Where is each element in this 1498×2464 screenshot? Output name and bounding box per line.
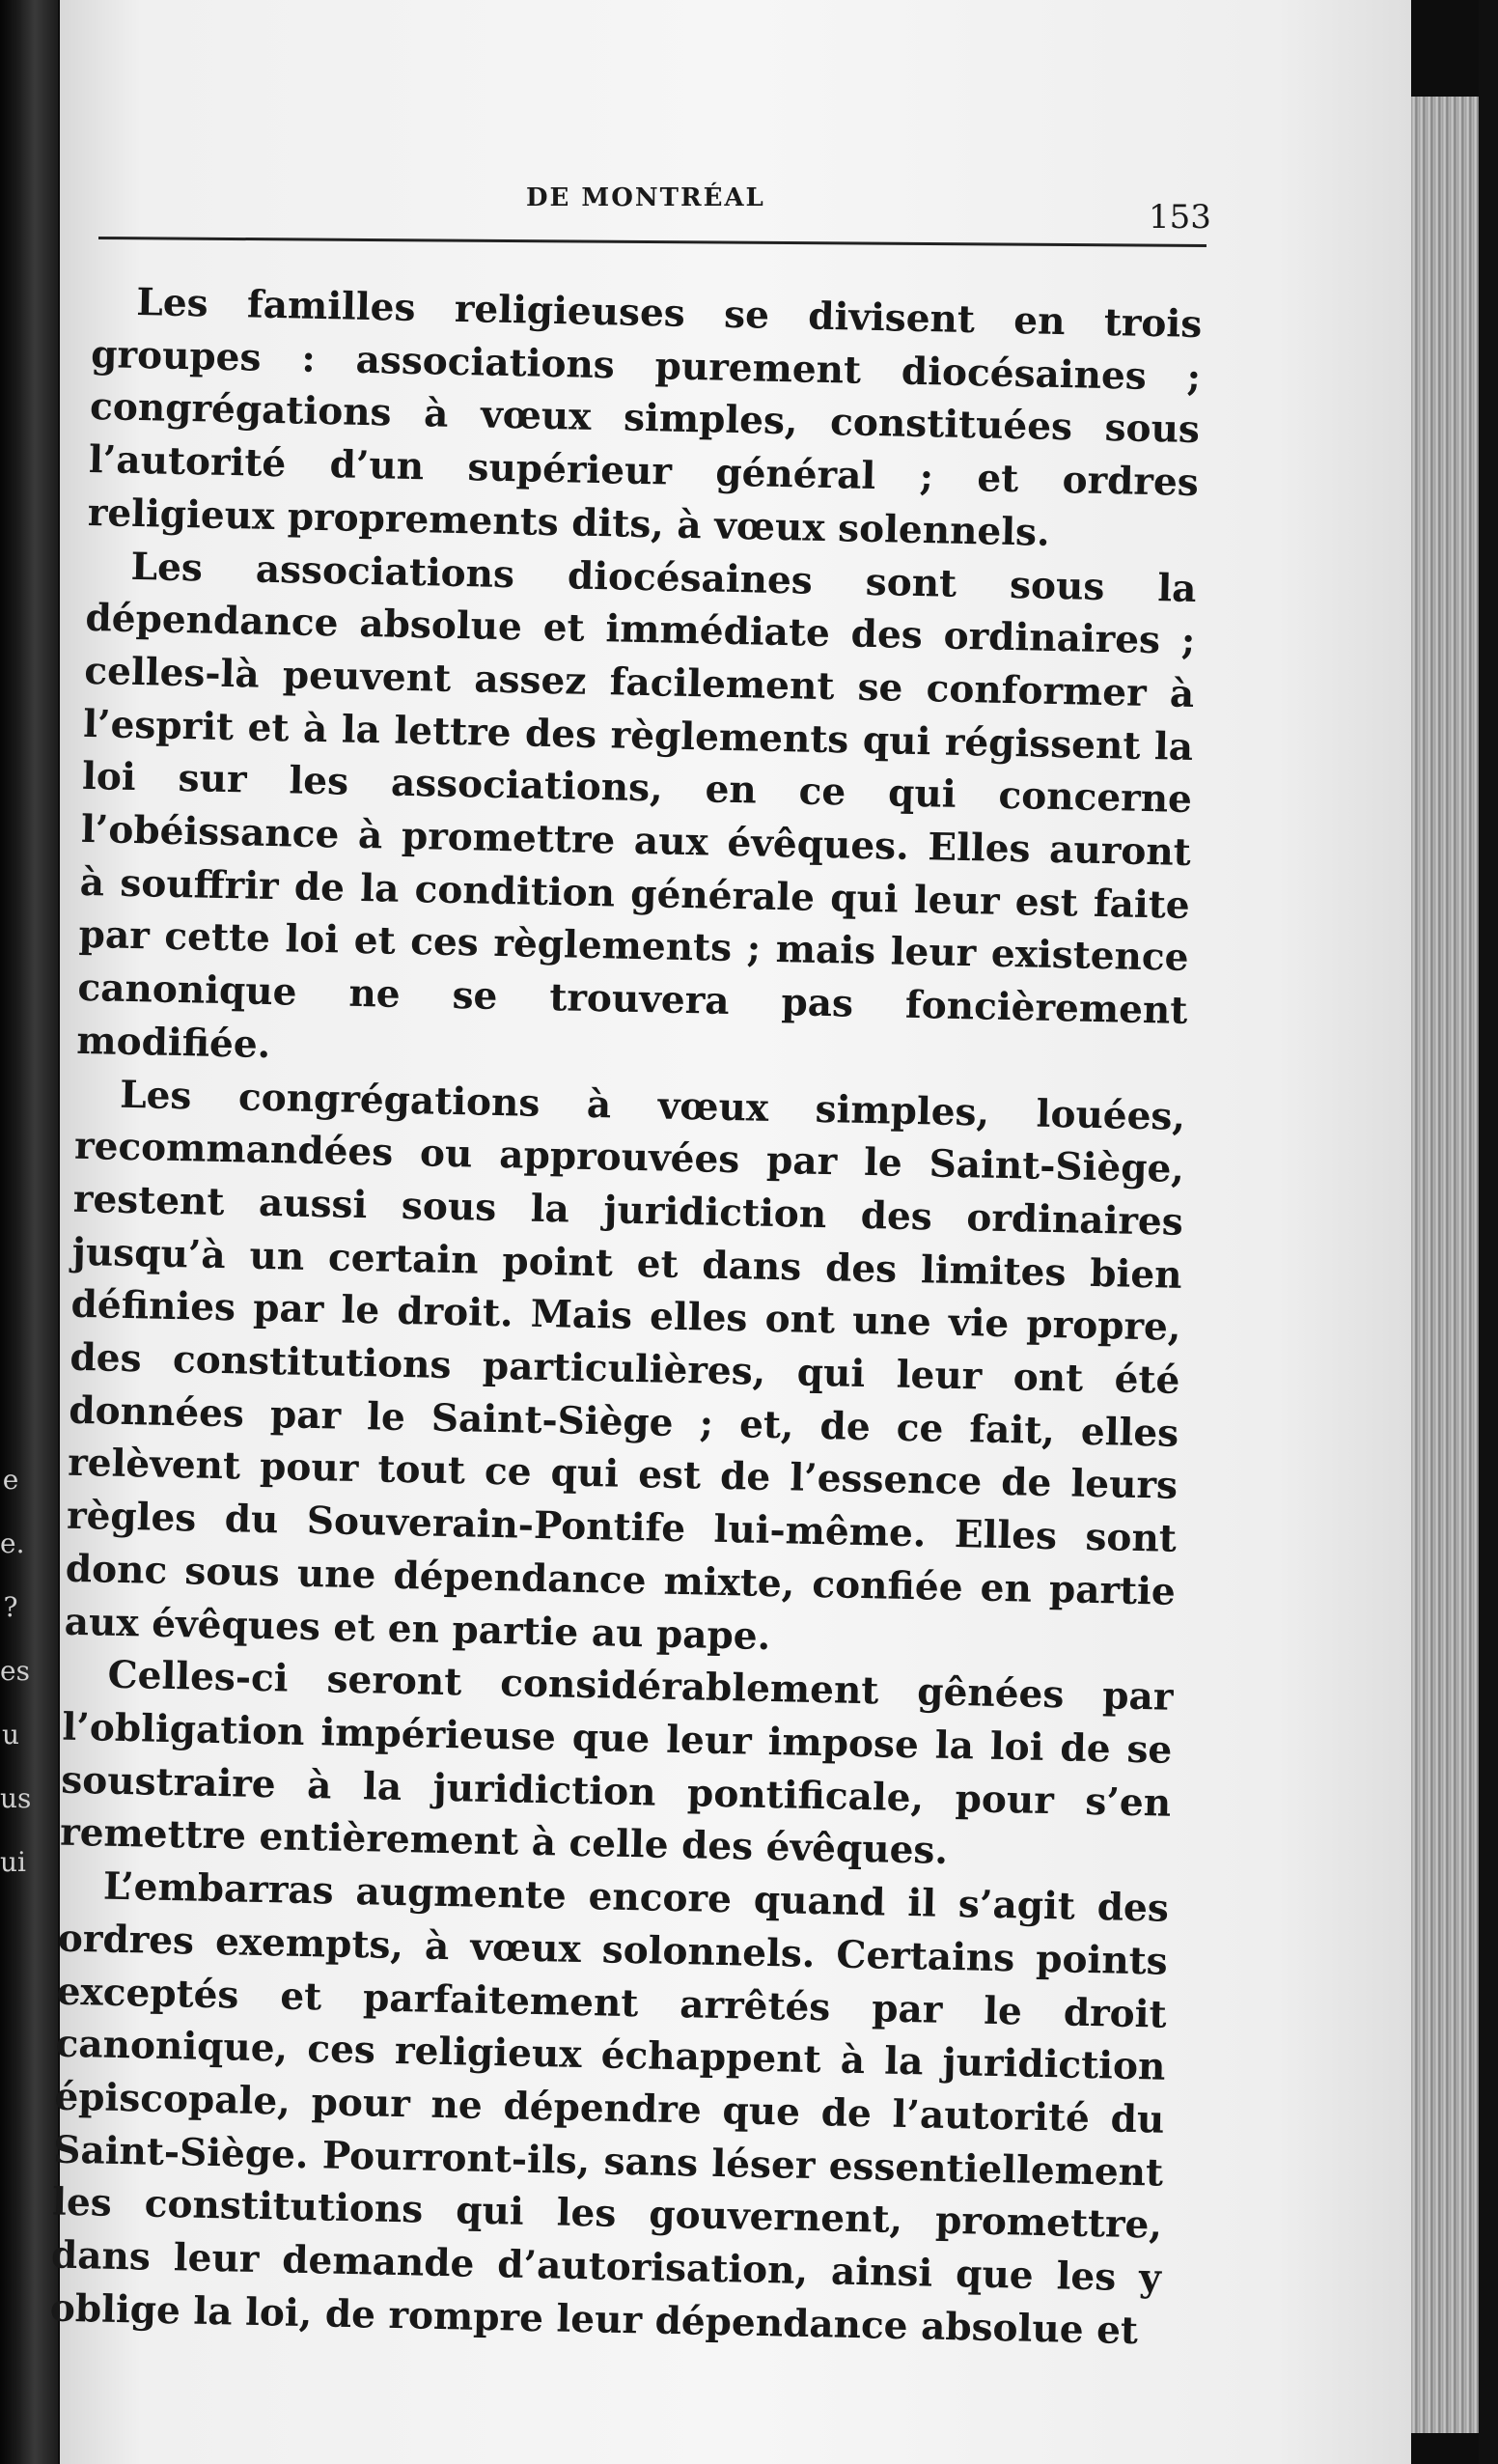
running-head: DE MONTRÉAL bbox=[526, 183, 765, 212]
paragraph: Les familles religieuses se divisent en trois groupes : associations purement diocésaines ; congrégations à vœux simples, constituées sous l’autorité d’un supérieur général ; et ordres religieux proprements dits, à vœux solennels. bbox=[87, 279, 1203, 555]
paragraph: Les congrégations à vœux simples, louées, recommandées ou approuvées par le Saint-Siège, restent aussi sous la juridiction des ordinaires jusqu’à un certain point et dans des limites bien définies par le droit. Mais elles ont une vie propre, des constitutions particulières, qui leur ont été données par le Saint-Siège ; et, de ce fait, elles relèvent pour tout ce qui est de l’essence de leurs règles du Souverain-Pontife lui-même. Elles sont donc sous une dépendance mixte, confiée en partie aux évêques et en partie au pape. bbox=[64, 1072, 1186, 1659]
page-number: 153 bbox=[1149, 198, 1211, 237]
right-background bbox=[1479, 0, 1498, 2464]
margin-fragment: u bbox=[1, 1719, 20, 1750]
book-spine-shadow bbox=[0, 0, 58, 2464]
facing-page-margin-fragments bbox=[0, 1448, 32, 1894]
paragraph: L’embarras augmente encore quand il s’agit des ordres exempts, à vœux solonnels. Certains points exceptés et parfaitement arrêtés par le droit canonique, ces religieux échappent à la juridiction épiscopale, pour ne dépendre que de l’autorité du Saint-Siège. Pourront-ils, sans léser essentiellement les constitutions qui les gouvernent, promettre, dans leur demande d’autorisation, ainsi que les y oblige la loi, de rompre leur dépendance absolue et bbox=[49, 1863, 1170, 2353]
margin-fragment: us bbox=[0, 1782, 32, 1814]
margin-fragment: es bbox=[0, 1655, 30, 1687]
body-text bbox=[49, 275, 1202, 2358]
margin-fragment: e. bbox=[0, 1527, 25, 1559]
margin-fragment: e bbox=[2, 1464, 19, 1496]
page-edges bbox=[1411, 97, 1479, 2433]
paragraph: Celles-ci seront considérablement gênées par l’obligation impérieuse que leur impose la loi de se soustraire à la juridiction pontificale, pour s’en remettre entièrement à celle des évêques. bbox=[59, 1652, 1174, 1874]
paragraph: Les associations diocésaines sont sous la dépendance absolue et immédiate des ordinaires ; celles-là peuvent assez facilement se conformer à l’esprit et à la lettre des règlements qui régissent la loi sur les associations, en ce qui concerne l’obéissance à promettre aux évêques. Elles auront à souffrir de la condition générale qui leur est faite par cette loi et ces règlements ; mais leur existence canonique ne se trouvera pas foncièrement modifiée. bbox=[75, 544, 1197, 1067]
margin-fragment: ui bbox=[0, 1846, 26, 1878]
margin-fragment: ? bbox=[3, 1591, 18, 1623]
